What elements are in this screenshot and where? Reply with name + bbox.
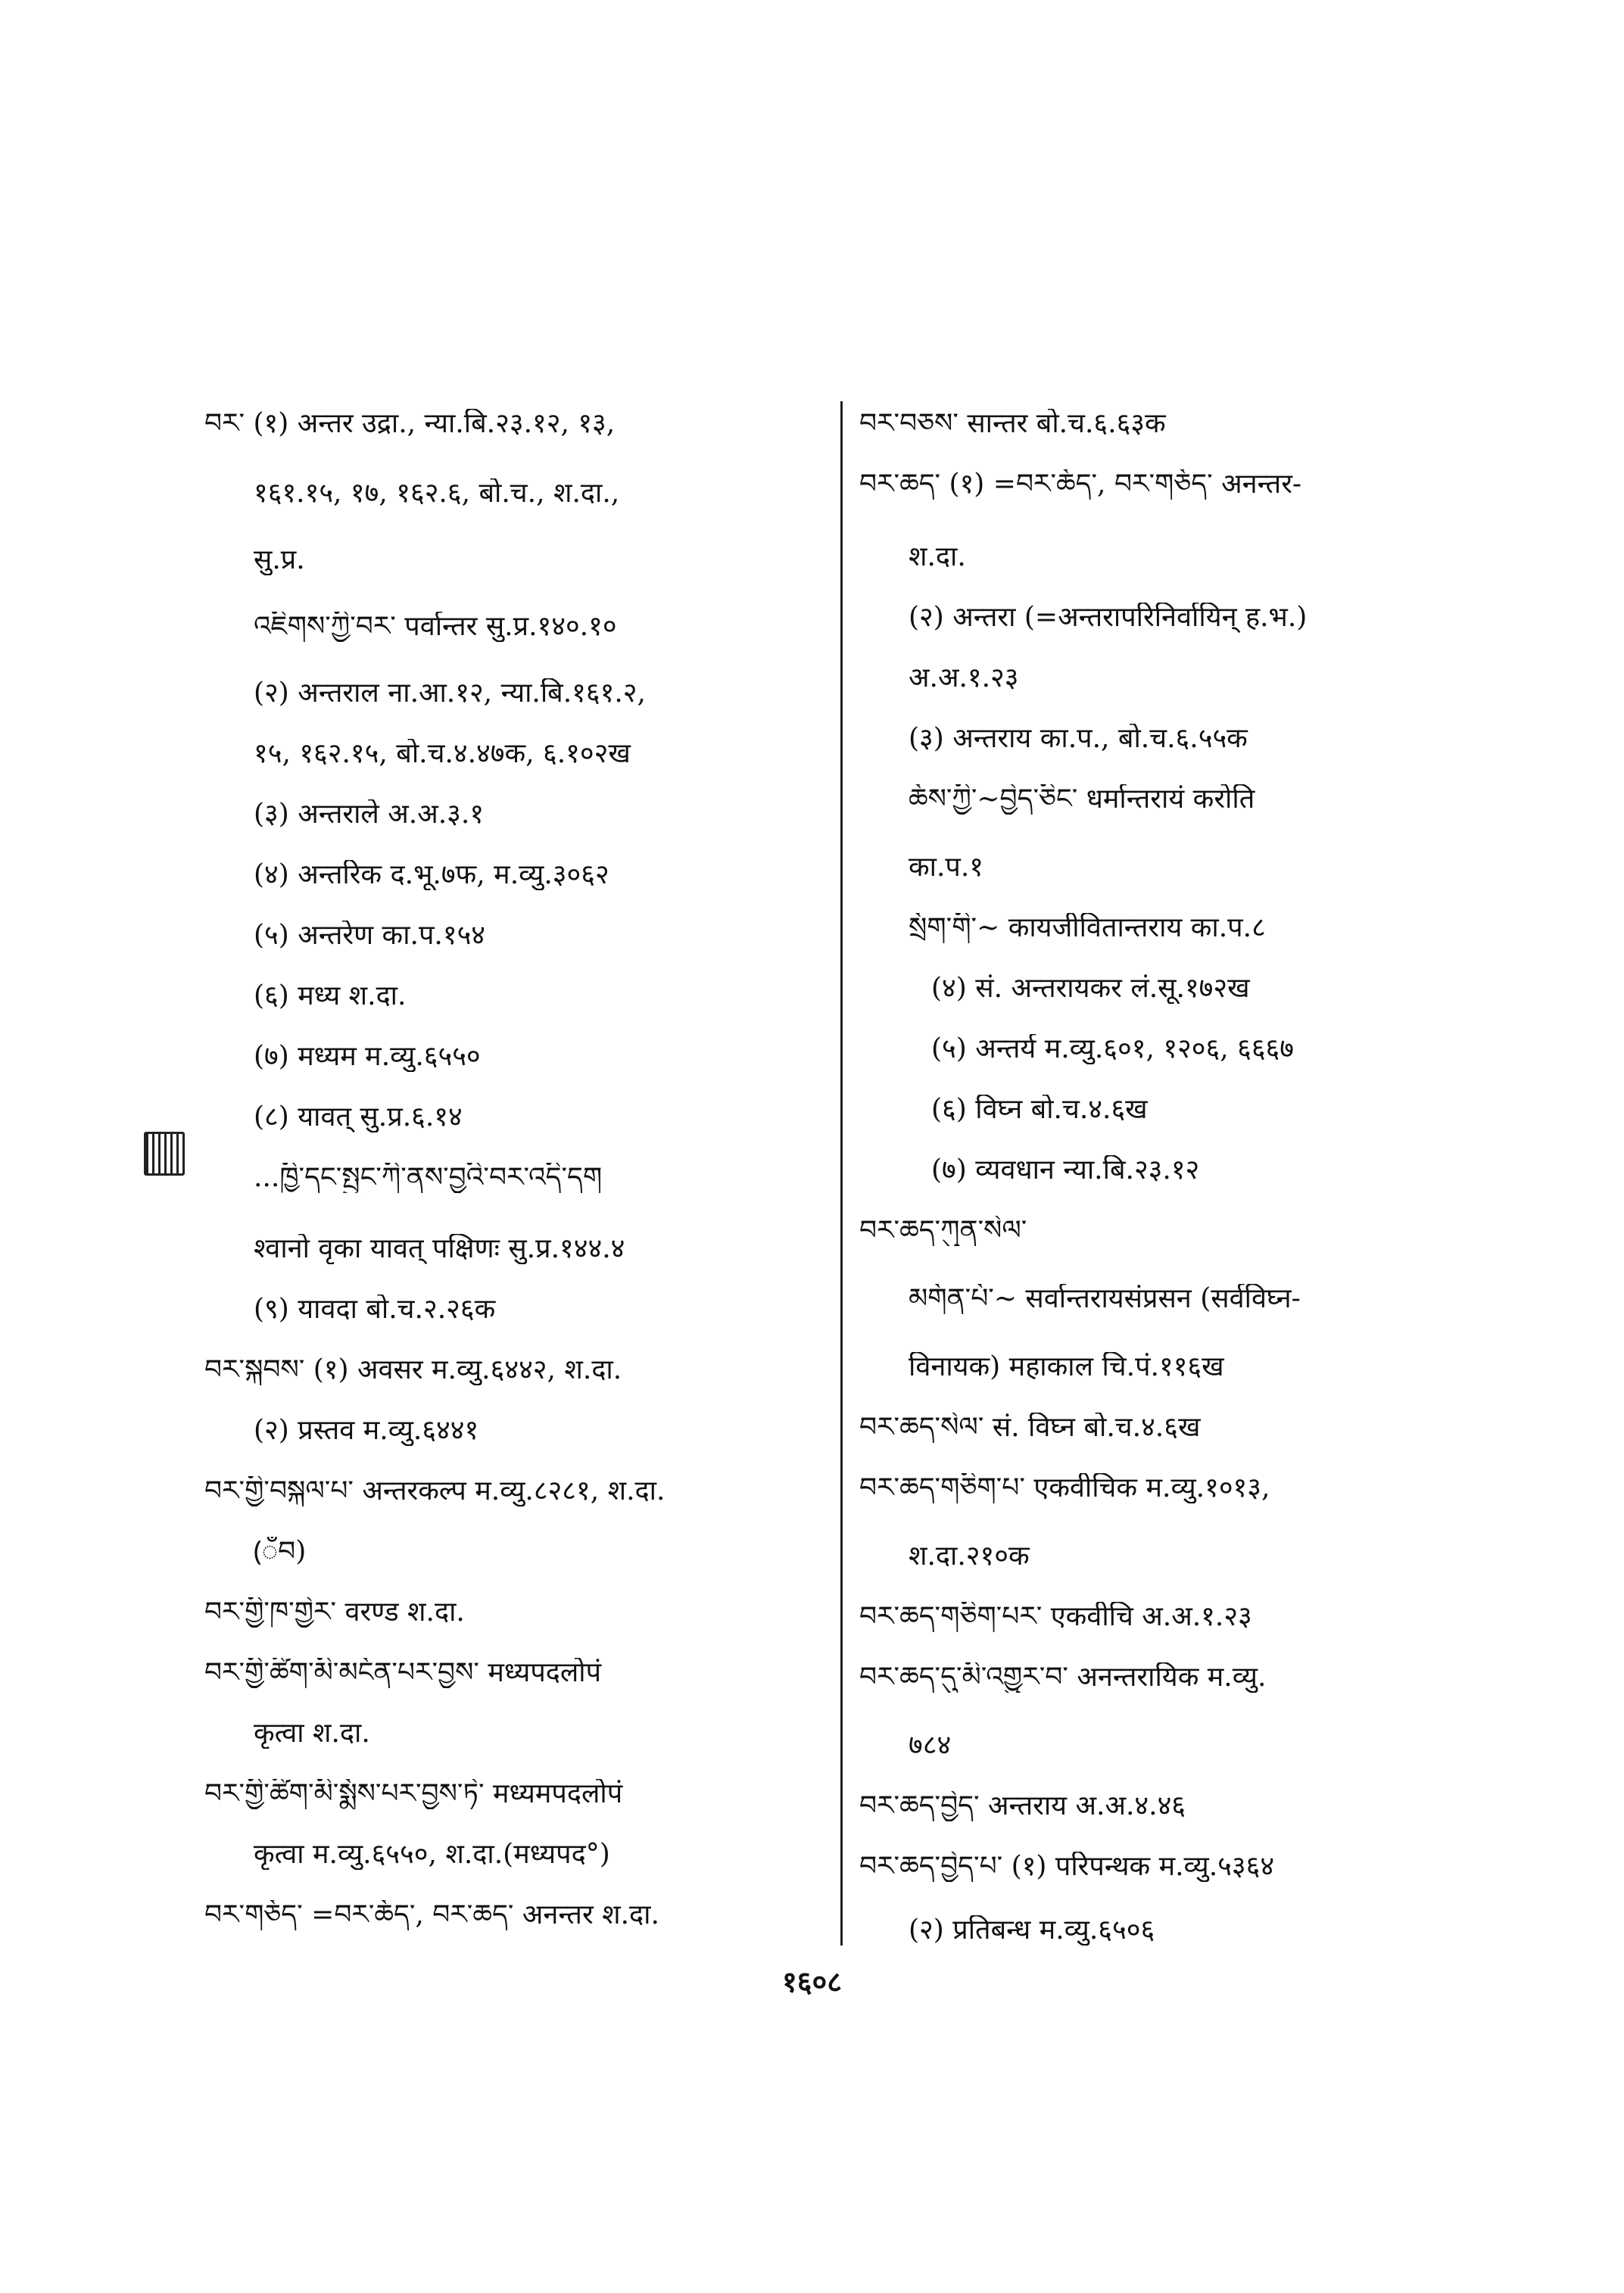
dictionary-line: མགོན་པོ་~ सर्वान्तरायसंप्रसन (सर्वविघ्न- bbox=[909, 1284, 1301, 1314]
dictionary-line: ...ཁྱི་དང་སྤྱང་ཀི་ནས་བྱའི་བར་འདི་དག bbox=[254, 1163, 603, 1193]
dictionary-line: བར་གྱི་བསྐལ་པ་ अन्तरकल्प म.व्यु.८२८१, श.दा. bbox=[204, 1476, 665, 1506]
dictionary-line: श.दा. bbox=[909, 542, 966, 572]
column-divider bbox=[840, 401, 843, 1946]
dictionary-line: བར་ཆད་བྱེད་པ་ (१) परिपन्थक म.व्यु.५३६४ bbox=[859, 1852, 1275, 1882]
dictionary-line: ཆོས་ཀྱི་~བྱེད་ཅིང་ धर्मान्तरायं करोति bbox=[909, 784, 1255, 815]
dictionary-line: विनायक) महाकाल चि.पं.११६ख bbox=[909, 1352, 1224, 1382]
dictionary-line: १५, १६२.१५, बो.च.४.४७क, ६.१०२ख bbox=[254, 739, 631, 769]
dictionary-line: བར་ཆད་གཅིག་པ་ एकवीचिक म.व्यु.१०१३, bbox=[859, 1473, 1270, 1503]
dictionary-line: (६) मध्य श.दा. bbox=[254, 981, 407, 1011]
dictionary-line: (३) अन्तराले अ.अ.३.१ bbox=[254, 799, 485, 830]
dictionary-line: (७) व्यवधान न्या.बि.२३.१२ bbox=[931, 1155, 1200, 1185]
dictionary-line: (३) अन्तराय का.प., बो.च.६.५५क bbox=[909, 724, 1248, 754]
dictionary-line: श.दा.२१०क bbox=[909, 1541, 1030, 1572]
dictionary-line: (९) यावदा बो.च.२.२६क bbox=[254, 1294, 496, 1325]
dictionary-line: བར་གྱི་ཚིག་མི་མངོན་པར་བྱས་ मध्यपदलोपं bbox=[204, 1658, 602, 1688]
dictionary-line: १६१.१५, १७, १६२.६, बो.च., श.दा., bbox=[254, 478, 620, 509]
dictionary-line: སྲོག་གི་~ कायजीवितान्तराय का.प.८ bbox=[909, 913, 1266, 943]
margin-mark-icon bbox=[144, 1132, 185, 1176]
dictionary-line: བར་ཆད་བྱེད་ अन्तराय अ.अ.४.४६ bbox=[859, 1791, 1186, 1821]
dictionary-line: (२) प्रतिबन्ध म.व्यु.६५०६ bbox=[909, 1915, 1155, 1946]
dictionary-line: सु.प्र. bbox=[254, 545, 305, 575]
dictionary-line: (४) सं. अन्तरायकर लं.सू.१७२ख bbox=[931, 974, 1250, 1004]
dictionary-line: བར་ཆད་གཅིག་པར་ एकवीचि अ.अ.१.२३ bbox=[859, 1602, 1252, 1632]
dictionary-line: བར་བཅས་ सान्तर बो.च.६.६३क bbox=[859, 409, 1166, 439]
dictionary-line: འཇིགས་ཀྱི་བར་ पर्वान्तर सु.प्र.१४०.१० bbox=[254, 612, 617, 642]
dictionary-line: कृत्वा म.व्यु.६५५०, श.दा.(मध्यपद°) bbox=[254, 1840, 610, 1870]
dictionary-line: བར་ཆད་སེལ་ सं. विघ्न बो.च.४.६ख bbox=[859, 1413, 1201, 1443]
dictionary-line: श्वानो वृका यावत् पक्षिणः सु.प्र.१४४.४ bbox=[254, 1234, 625, 1264]
dictionary-line: བར་གྱི་ཚིག་མི་སྨོས་པར་བྱས་ཏེ་ मध्यमपदलोपं bbox=[204, 1779, 623, 1809]
dictionary-line: अ.अ.१.२३ bbox=[909, 663, 1019, 693]
dictionary-line: བར་ཆད་དུ་མི་འགྱུར་བ་ अनन्तरायिक म.व्यु. bbox=[859, 1662, 1267, 1693]
page-number: १६०८ bbox=[781, 1964, 843, 1999]
dictionary-line: कृत्वा श.दा. bbox=[254, 1718, 370, 1749]
dictionary-line: (२) अन्तराल ना.आ.१२, न्या.बि.१६१.२, bbox=[254, 678, 646, 709]
dictionary-line: བར་གཅོད་ =བར་ཆོད་, བར་ཆད་ अनन्तर श.दा. bbox=[204, 1900, 659, 1930]
dictionary-line: (७) मध्यम म.व्यु.६५५० bbox=[254, 1042, 481, 1072]
dictionary-line: का.प.१ bbox=[909, 852, 984, 883]
dictionary-line: (४) अन्तरिक द.भू.७फ, म.व्यु.३०६२ bbox=[254, 860, 609, 890]
dictionary-line: (५) अन्तरेण का.प.१५४ bbox=[254, 921, 486, 951]
dictionary-line: བར་ཆད་ (१) =བར་ཆོད་, བར་གཅོད་ अनन्तर- bbox=[859, 469, 1302, 500]
dictionary-line: (ँབ) bbox=[254, 1537, 307, 1567]
dictionary-line: (२) अन्तरा (=अन्तरापरिनिर्वायिन् ह.भ.) bbox=[909, 603, 1308, 633]
dictionary-line: (६) विघ्न बो.च.४.६ख bbox=[931, 1095, 1148, 1125]
dictionary-line: (२) प्रस्तव म.व्यु.६४४१ bbox=[254, 1416, 479, 1446]
dictionary-line: (८) यावत् सु.प्र.६.१४ bbox=[254, 1102, 463, 1132]
dictionary-line: (५) अन्तर्य म.व्यु.६०१, १२०६, ६६६७ bbox=[931, 1034, 1294, 1064]
dictionary-line: ७८४ bbox=[909, 1731, 952, 1761]
dictionary-line: བར་ཆད་ཀུན་སེལ་ bbox=[859, 1216, 1027, 1246]
dictionary-line: བར་ (१) अन्तर उद्रा., न्या.बि.२३.१२, १३, bbox=[204, 409, 616, 439]
dictionary-line: བར་སྐབས་ (१) अवसर म.व्यु.६४४२, श.दा. bbox=[204, 1355, 622, 1385]
dictionary-line: བར་གྱི་ཁ་གྱེར་ वरण्ड श.दा. bbox=[204, 1597, 465, 1628]
